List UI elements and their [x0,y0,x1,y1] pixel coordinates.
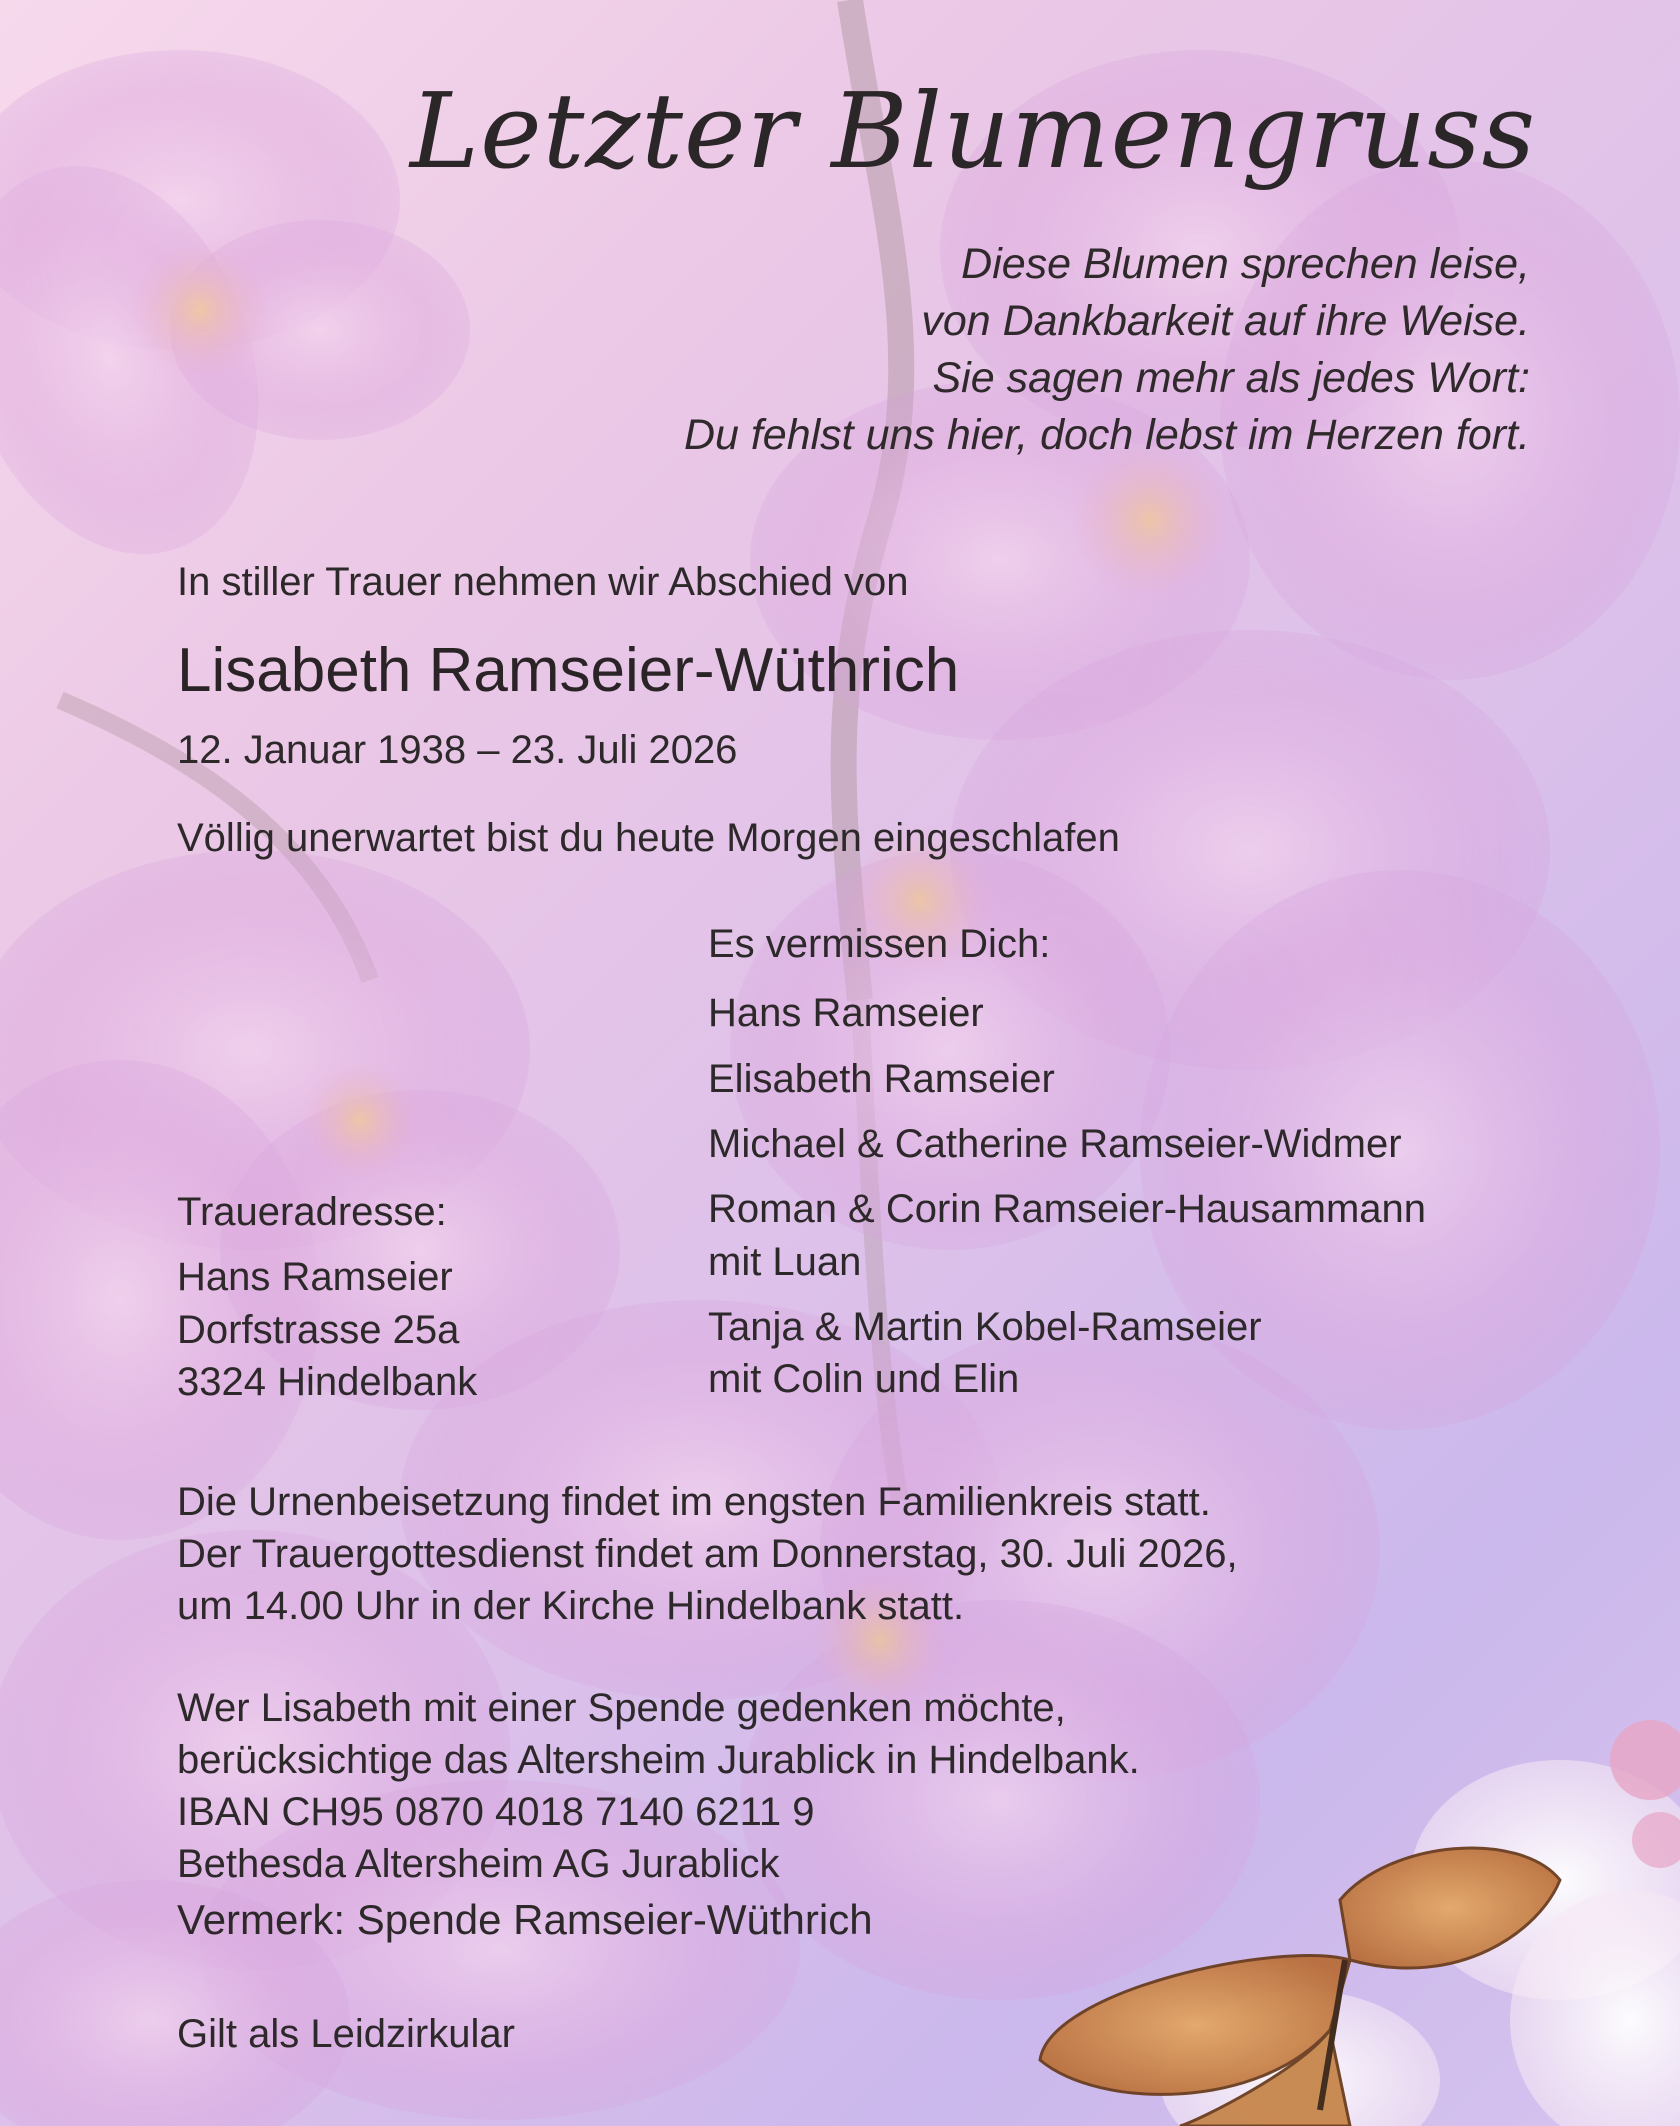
statement-text: Völlig unerwartet bist du heute Morgen eingeschlafen [177,816,1120,860]
poem-line-4: Du fehlst uns hier, doch lebst im Herzen fort. [683,411,1530,459]
address-line: 3324 Hindelbank [177,1360,478,1404]
intro-text: In stiller Trauer nehmen wir Abschied von [177,560,909,604]
service-line: um 14.00 Uhr in der Kirche Hindelbank statt. [177,1584,965,1628]
mourners-heading: Es vermissen Dich: [708,922,1051,966]
mourner-line: Roman & Corin Ramseier-Hausammann [708,1187,1427,1231]
address-heading: Traueradresse: [177,1190,447,1234]
life-dates: 12. Januar 1938 – 23. Juli 2026 [177,728,738,772]
mourner-line: mit Luan [708,1240,862,1284]
mourner-line: Elisabeth Ramseier [708,1057,1055,1101]
page-title: Letzter Blumengruss [410,70,1537,192]
service-line: Der Trauergottesdienst findet am Donnerstag, 30. Juli 2026, [177,1532,1238,1576]
address-line: Dorfstrasse 25a [177,1308,460,1352]
service-line: Die Urnenbeisetzung findet im engsten Familienkreis statt. [177,1480,1211,1524]
deceased-name: Lisabeth Ramseier-Wüthrich [177,636,960,705]
donation-line: Bethesda Altersheim AG Jurablick [177,1842,780,1886]
mourner-line: Hans Ramseier [708,991,984,1035]
mourner-line: Tanja & Martin Kobel-Ramseier [708,1305,1262,1349]
donation-line: Wer Lisabeth mit einer Spende gedenken möchte, [177,1686,1066,1730]
poem-line-3: Sie sagen mehr als jedes Wort: [932,354,1530,402]
address-line: Hans Ramseier [177,1255,453,1299]
mourner-line: mit Colin und Elin [708,1357,1020,1401]
donation-reference: Vermerk: Spende Ramseier-Wüthrich [177,1896,873,1943]
poem-line-2: von Dankbarkeit auf ihre Weise. [921,297,1530,345]
mourner-line: Michael & Catherine Ramseier-Widmer [708,1122,1402,1166]
footer-note: Gilt als Leidzirkular [177,2012,515,2056]
donation-line: berücksichtige das Altersheim Jurablick in Hindelbank. [177,1738,1140,1782]
iban-text: IBAN CH95 0870 4018 7140 6211 9 [177,1790,815,1834]
poem-line-1: Diese Blumen sprechen leise, [961,240,1530,288]
